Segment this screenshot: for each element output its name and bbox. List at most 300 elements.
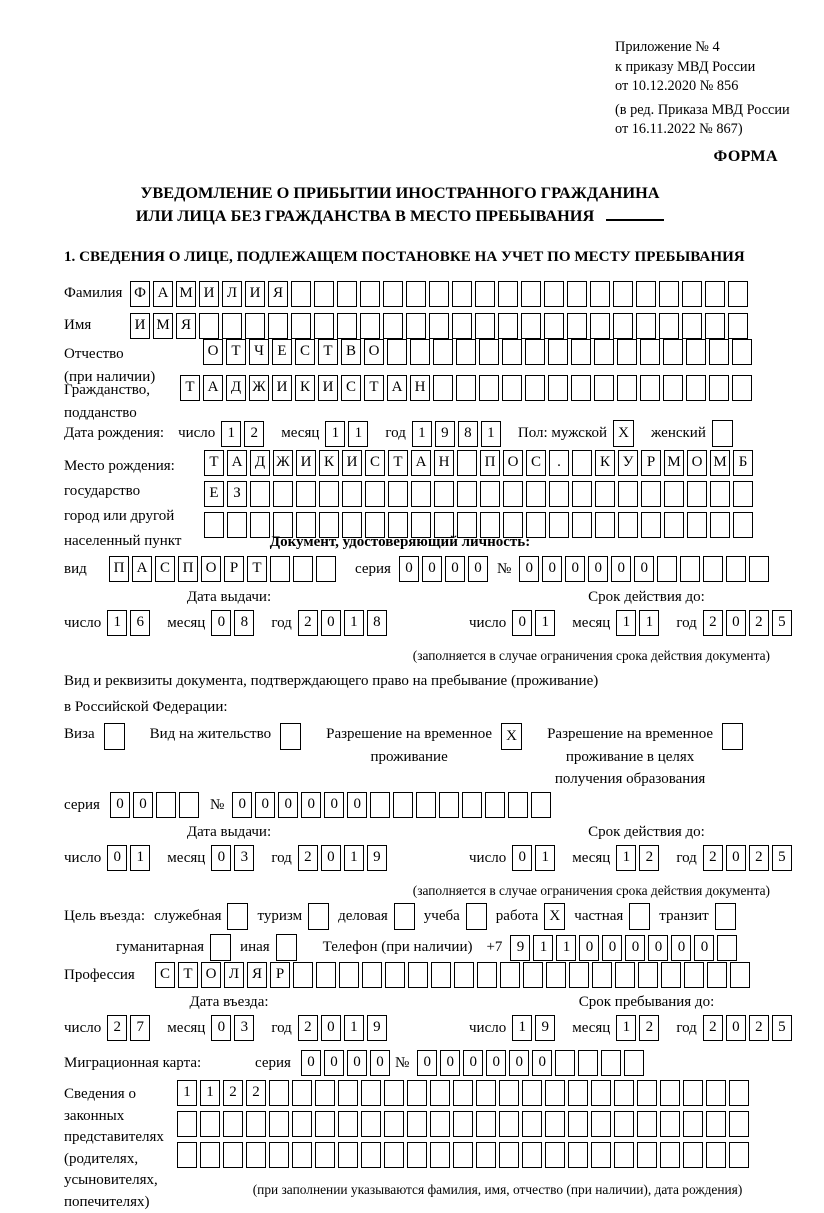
char-box[interactable] (567, 281, 587, 307)
char-box[interactable]: 0 (565, 556, 585, 582)
char-box[interactable] (546, 962, 566, 988)
char-box[interactable] (475, 313, 495, 339)
char-box[interactable] (199, 313, 219, 339)
date-digit-box[interactable]: 5 (772, 1015, 792, 1041)
date-digit-box[interactable]: 1 (616, 610, 636, 636)
char-box[interactable] (434, 481, 454, 507)
char-box[interactable] (660, 1111, 680, 1137)
char-box[interactable]: 0 (611, 556, 631, 582)
char-box[interactable]: К (319, 450, 339, 476)
char-box[interactable] (416, 792, 436, 818)
char-box[interactable] (250, 481, 270, 507)
date-digit-box[interactable]: 2 (749, 610, 769, 636)
date-digit-box[interactable]: 9 (435, 421, 455, 447)
date-digit-box[interactable]: 1 (130, 845, 150, 871)
char-box[interactable] (407, 1080, 427, 1106)
char-box[interactable] (640, 339, 660, 365)
char-box[interactable]: Т (247, 556, 267, 582)
date-digit-box[interactable]: 3 (234, 1015, 254, 1041)
char-box[interactable] (640, 375, 660, 401)
char-box[interactable] (590, 313, 610, 339)
char-box[interactable]: 0 (625, 935, 645, 961)
date-digit-box[interactable]: 1 (639, 610, 659, 636)
char-box[interactable] (706, 1080, 726, 1106)
char-box[interactable] (682, 313, 702, 339)
char-box[interactable]: Е (272, 339, 292, 365)
char-box[interactable] (430, 1080, 450, 1106)
char-box[interactable]: Т (318, 339, 338, 365)
char-box[interactable] (709, 375, 729, 401)
char-box[interactable]: 0 (417, 1050, 437, 1076)
char-box[interactable]: 1 (200, 1080, 220, 1106)
char-box[interactable] (729, 1142, 749, 1168)
char-box[interactable]: Ф (130, 281, 150, 307)
char-box[interactable] (555, 1050, 575, 1076)
char-box[interactable] (387, 339, 407, 365)
char-box[interactable] (732, 375, 752, 401)
char-box[interactable] (567, 313, 587, 339)
char-box[interactable]: 0 (133, 792, 153, 818)
char-box[interactable]: 0 (301, 1050, 321, 1076)
char-box[interactable] (591, 1142, 611, 1168)
char-box[interactable]: И (342, 450, 362, 476)
char-box[interactable] (433, 339, 453, 365)
char-box[interactable]: О (503, 450, 523, 476)
char-box[interactable]: А (203, 375, 223, 401)
char-box[interactable] (591, 1080, 611, 1106)
char-box[interactable]: 0 (694, 935, 714, 961)
char-box[interactable] (291, 313, 311, 339)
char-box[interactable]: Л (224, 962, 244, 988)
char-box[interactable] (499, 1111, 519, 1137)
char-box[interactable]: Р (641, 450, 661, 476)
char-box[interactable]: С (295, 339, 315, 365)
char-box[interactable] (522, 1142, 542, 1168)
char-box[interactable]: М (153, 313, 173, 339)
char-box[interactable] (502, 339, 522, 365)
date-digit-box[interactable]: 2 (639, 845, 659, 871)
char-box[interactable] (246, 1111, 266, 1137)
char-box[interactable] (293, 962, 313, 988)
char-box[interactable] (591, 1111, 611, 1137)
char-box[interactable]: Т (226, 339, 246, 365)
char-box[interactable]: А (411, 450, 431, 476)
char-box[interactable] (684, 962, 704, 988)
char-box[interactable] (730, 962, 750, 988)
char-box[interactable] (385, 962, 405, 988)
date-digit-box[interactable]: 0 (107, 845, 127, 871)
char-box[interactable] (452, 313, 472, 339)
char-box[interactable] (246, 1142, 266, 1168)
char-box[interactable] (223, 1142, 243, 1168)
char-box[interactable] (479, 375, 499, 401)
char-box[interactable]: А (387, 375, 407, 401)
char-box[interactable] (338, 1142, 358, 1168)
char-box[interactable] (384, 1111, 404, 1137)
char-box[interactable]: П (109, 556, 129, 582)
char-box[interactable]: 0 (324, 792, 344, 818)
char-box[interactable] (503, 481, 523, 507)
char-box[interactable] (360, 281, 380, 307)
char-box[interactable] (624, 1050, 644, 1076)
char-box[interactable] (485, 792, 505, 818)
char-box[interactable] (383, 281, 403, 307)
char-box[interactable] (614, 1080, 634, 1106)
char-box[interactable] (636, 281, 656, 307)
char-box[interactable] (384, 1080, 404, 1106)
char-box[interactable]: Д (250, 450, 270, 476)
option-checkbox[interactable] (466, 903, 487, 930)
char-box[interactable] (384, 1142, 404, 1168)
char-box[interactable] (360, 313, 380, 339)
char-box[interactable] (362, 962, 382, 988)
char-box[interactable] (453, 1080, 473, 1106)
char-box[interactable] (618, 481, 638, 507)
date-digit-box[interactable]: 1 (344, 845, 364, 871)
date-digit-box[interactable]: 5 (772, 845, 792, 871)
char-box[interactable] (638, 962, 658, 988)
date-digit-box[interactable]: 2 (749, 1015, 769, 1041)
option-checkbox[interactable]: X (544, 903, 565, 930)
char-box[interactable] (525, 339, 545, 365)
date-digit-box[interactable]: 8 (367, 610, 387, 636)
char-box[interactable] (453, 1111, 473, 1137)
char-box[interactable] (521, 281, 541, 307)
char-box[interactable] (526, 481, 546, 507)
date-digit-box[interactable]: 0 (726, 1015, 746, 1041)
char-box[interactable] (433, 375, 453, 401)
char-box[interactable]: Я (268, 281, 288, 307)
char-box[interactable] (314, 313, 334, 339)
residence-option-checkbox[interactable]: X (501, 723, 522, 750)
char-box[interactable] (479, 339, 499, 365)
date-digit-box[interactable]: 8 (234, 610, 254, 636)
sex-male-checkbox[interactable]: X (613, 420, 634, 447)
char-box[interactable]: К (595, 450, 615, 476)
date-digit-box[interactable]: 1 (107, 610, 127, 636)
char-box[interactable] (594, 339, 614, 365)
date-digit-box[interactable]: 1 (221, 421, 241, 447)
char-box[interactable] (636, 313, 656, 339)
char-box[interactable]: 0 (463, 1050, 483, 1076)
char-box[interactable] (680, 556, 700, 582)
char-box[interactable] (365, 481, 385, 507)
date-digit-box[interactable]: 2 (298, 1015, 318, 1041)
option-checkbox[interactable] (715, 903, 736, 930)
char-box[interactable] (661, 962, 681, 988)
date-digit-box[interactable]: 2 (298, 845, 318, 871)
char-box[interactable] (410, 339, 430, 365)
date-digit-box[interactable]: 2 (749, 845, 769, 871)
char-box[interactable] (637, 1142, 657, 1168)
char-box[interactable]: В (341, 339, 361, 365)
char-box[interactable] (314, 281, 334, 307)
char-box[interactable] (475, 281, 495, 307)
char-box[interactable] (571, 339, 591, 365)
date-digit-box[interactable]: 0 (211, 845, 231, 871)
char-box[interactable]: О (203, 339, 223, 365)
char-box[interactable] (568, 1142, 588, 1168)
date-digit-box[interactable]: 9 (367, 1015, 387, 1041)
char-box[interactable]: О (201, 556, 221, 582)
char-box[interactable] (728, 281, 748, 307)
char-box[interactable] (457, 450, 477, 476)
char-box[interactable] (660, 1142, 680, 1168)
char-box[interactable] (476, 1111, 496, 1137)
residence-option-checkbox[interactable] (280, 723, 301, 750)
date-digit-box[interactable]: 2 (703, 610, 723, 636)
char-box[interactable] (315, 1111, 335, 1137)
char-box[interactable] (522, 1080, 542, 1106)
char-box[interactable] (407, 1111, 427, 1137)
char-box[interactable]: 0 (347, 792, 367, 818)
char-box[interactable] (407, 1142, 427, 1168)
char-box[interactable]: 0 (255, 792, 275, 818)
char-box[interactable] (388, 481, 408, 507)
char-box[interactable] (617, 375, 637, 401)
date-digit-box[interactable]: 2 (639, 1015, 659, 1041)
char-box[interactable] (549, 481, 569, 507)
char-box[interactable] (733, 481, 753, 507)
char-box[interactable] (456, 375, 476, 401)
char-box[interactable] (269, 1111, 289, 1137)
date-digit-box[interactable]: 8 (458, 421, 478, 447)
char-box[interactable] (454, 962, 474, 988)
char-box[interactable] (686, 339, 706, 365)
date-digit-box[interactable]: 1 (535, 610, 555, 636)
char-box[interactable] (705, 281, 725, 307)
char-box[interactable] (361, 1142, 381, 1168)
char-box[interactable]: 0 (519, 556, 539, 582)
char-box[interactable] (613, 281, 633, 307)
char-box[interactable] (544, 281, 564, 307)
date-digit-box[interactable]: 1 (535, 845, 555, 871)
char-box[interactable] (726, 556, 746, 582)
char-box[interactable] (728, 313, 748, 339)
date-digit-box[interactable]: 0 (726, 610, 746, 636)
char-box[interactable] (614, 1142, 634, 1168)
char-box[interactable]: 0 (324, 1050, 344, 1076)
char-box[interactable]: 0 (648, 935, 668, 961)
char-box[interactable]: Я (176, 313, 196, 339)
residence-option-checkbox[interactable] (104, 723, 125, 750)
char-box[interactable] (269, 1080, 289, 1106)
char-box[interactable] (523, 962, 543, 988)
char-box[interactable] (177, 1142, 197, 1168)
char-box[interactable] (452, 281, 472, 307)
char-box[interactable]: Д (226, 375, 246, 401)
option-checkbox[interactable] (629, 903, 650, 930)
date-digit-box[interactable]: 0 (512, 610, 532, 636)
char-box[interactable] (571, 375, 591, 401)
char-box[interactable]: Т (364, 375, 384, 401)
char-box[interactable] (663, 339, 683, 365)
char-box[interactable] (637, 1111, 657, 1137)
char-box[interactable]: Л (222, 281, 242, 307)
char-box[interactable] (457, 481, 477, 507)
date-digit-box[interactable]: 9 (367, 845, 387, 871)
char-box[interactable] (315, 1080, 335, 1106)
char-box[interactable] (601, 1050, 621, 1076)
char-box[interactable]: 0 (588, 556, 608, 582)
char-box[interactable] (268, 313, 288, 339)
char-box[interactable] (223, 1111, 243, 1137)
char-box[interactable] (592, 962, 612, 988)
char-box[interactable]: 0 (486, 1050, 506, 1076)
char-box[interactable]: 0 (468, 556, 488, 582)
char-box[interactable]: 0 (579, 935, 599, 961)
char-box[interactable] (717, 935, 737, 961)
char-box[interactable] (361, 1080, 381, 1106)
date-digit-box[interactable]: 9 (535, 1015, 555, 1041)
char-box[interactable] (316, 556, 336, 582)
char-box[interactable]: 0 (671, 935, 691, 961)
option-checkbox[interactable] (210, 934, 231, 961)
char-box[interactable] (705, 313, 725, 339)
char-box[interactable]: С (526, 450, 546, 476)
char-box[interactable]: П (178, 556, 198, 582)
char-box[interactable]: А (227, 450, 247, 476)
char-box[interactable] (683, 1142, 703, 1168)
char-box[interactable] (572, 450, 592, 476)
char-box[interactable]: С (155, 556, 175, 582)
char-box[interactable] (657, 556, 677, 582)
char-box[interactable] (682, 281, 702, 307)
char-box[interactable]: И (199, 281, 219, 307)
char-box[interactable]: О (687, 450, 707, 476)
char-box[interactable]: 0 (110, 792, 130, 818)
char-box[interactable]: 0 (399, 556, 419, 582)
char-box[interactable] (245, 313, 265, 339)
char-box[interactable] (361, 1111, 381, 1137)
date-digit-box[interactable]: 3 (234, 845, 254, 871)
char-box[interactable]: Ж (249, 375, 269, 401)
option-checkbox[interactable] (308, 903, 329, 930)
char-box[interactable]: М (176, 281, 196, 307)
char-box[interactable]: З (227, 481, 247, 507)
char-box[interactable] (659, 281, 679, 307)
date-digit-box[interactable]: 1 (348, 421, 368, 447)
char-box[interactable]: . (549, 450, 569, 476)
char-box[interactable] (315, 1142, 335, 1168)
char-box[interactable] (548, 375, 568, 401)
char-box[interactable] (296, 481, 316, 507)
char-box[interactable] (292, 1142, 312, 1168)
char-box[interactable] (342, 481, 362, 507)
char-box[interactable] (339, 962, 359, 988)
char-box[interactable] (222, 313, 242, 339)
char-box[interactable]: Т (204, 450, 224, 476)
char-box[interactable]: 1 (177, 1080, 197, 1106)
date-digit-box[interactable]: 1 (412, 421, 432, 447)
char-box[interactable]: Т (180, 375, 200, 401)
date-digit-box[interactable]: 2 (244, 421, 264, 447)
char-box[interactable] (430, 1142, 450, 1168)
char-box[interactable] (292, 1111, 312, 1137)
char-box[interactable] (613, 313, 633, 339)
char-box[interactable]: Ч (249, 339, 269, 365)
date-digit-box[interactable]: 1 (344, 1015, 364, 1041)
char-box[interactable]: О (364, 339, 384, 365)
char-box[interactable] (502, 375, 522, 401)
char-box[interactable] (707, 962, 727, 988)
char-box[interactable]: 1 (556, 935, 576, 961)
char-box[interactable] (498, 281, 518, 307)
char-box[interactable]: У (618, 450, 638, 476)
char-box[interactable] (270, 556, 290, 582)
char-box[interactable] (156, 792, 176, 818)
char-box[interactable]: С (341, 375, 361, 401)
date-digit-box[interactable]: 1 (512, 1015, 532, 1041)
date-digit-box[interactable]: 1 (616, 845, 636, 871)
char-box[interactable] (614, 1111, 634, 1137)
char-box[interactable]: 2 (223, 1080, 243, 1106)
char-box[interactable]: И (272, 375, 292, 401)
char-box[interactable] (544, 313, 564, 339)
char-box[interactable]: И (296, 450, 316, 476)
char-box[interactable]: И (245, 281, 265, 307)
char-box[interactable] (273, 481, 293, 507)
char-box[interactable] (456, 339, 476, 365)
char-box[interactable] (177, 1111, 197, 1137)
date-digit-box[interactable]: 0 (321, 845, 341, 871)
char-box[interactable] (292, 1080, 312, 1106)
char-box[interactable] (710, 481, 730, 507)
char-box[interactable] (686, 375, 706, 401)
char-box[interactable] (431, 962, 451, 988)
char-box[interactable]: С (155, 962, 175, 988)
char-box[interactable] (408, 962, 428, 988)
char-box[interactable] (337, 281, 357, 307)
char-box[interactable] (411, 481, 431, 507)
char-box[interactable] (578, 1050, 598, 1076)
char-box[interactable] (370, 792, 390, 818)
char-box[interactable] (521, 313, 541, 339)
date-digit-box[interactable]: 1 (481, 421, 501, 447)
char-box[interactable] (430, 1111, 450, 1137)
char-box[interactable]: Т (388, 450, 408, 476)
char-box[interactable]: 0 (301, 792, 321, 818)
option-checkbox[interactable] (394, 903, 415, 930)
char-box[interactable]: Р (270, 962, 290, 988)
char-box[interactable]: 0 (370, 1050, 390, 1076)
date-digit-box[interactable]: 0 (321, 1015, 341, 1041)
char-box[interactable]: 2 (246, 1080, 266, 1106)
char-box[interactable] (338, 1111, 358, 1137)
date-digit-box[interactable]: 1 (344, 610, 364, 636)
char-box[interactable] (683, 1080, 703, 1106)
date-digit-box[interactable]: 0 (211, 1015, 231, 1041)
char-box[interactable] (393, 792, 413, 818)
char-box[interactable] (568, 1080, 588, 1106)
char-box[interactable] (319, 481, 339, 507)
char-box[interactable] (439, 792, 459, 818)
date-digit-box[interactable]: 1 (325, 421, 345, 447)
date-digit-box[interactable]: 0 (321, 610, 341, 636)
option-checkbox[interactable] (227, 903, 248, 930)
char-box[interactable] (703, 556, 723, 582)
char-box[interactable] (383, 313, 403, 339)
char-box[interactable] (476, 1142, 496, 1168)
char-box[interactable] (337, 313, 357, 339)
char-box[interactable]: 0 (602, 935, 622, 961)
char-box[interactable] (316, 962, 336, 988)
char-box[interactable] (568, 1111, 588, 1137)
char-box[interactable] (637, 1080, 657, 1106)
char-box[interactable]: П (480, 450, 500, 476)
char-box[interactable] (732, 339, 752, 365)
date-digit-box[interactable]: 2 (107, 1015, 127, 1041)
